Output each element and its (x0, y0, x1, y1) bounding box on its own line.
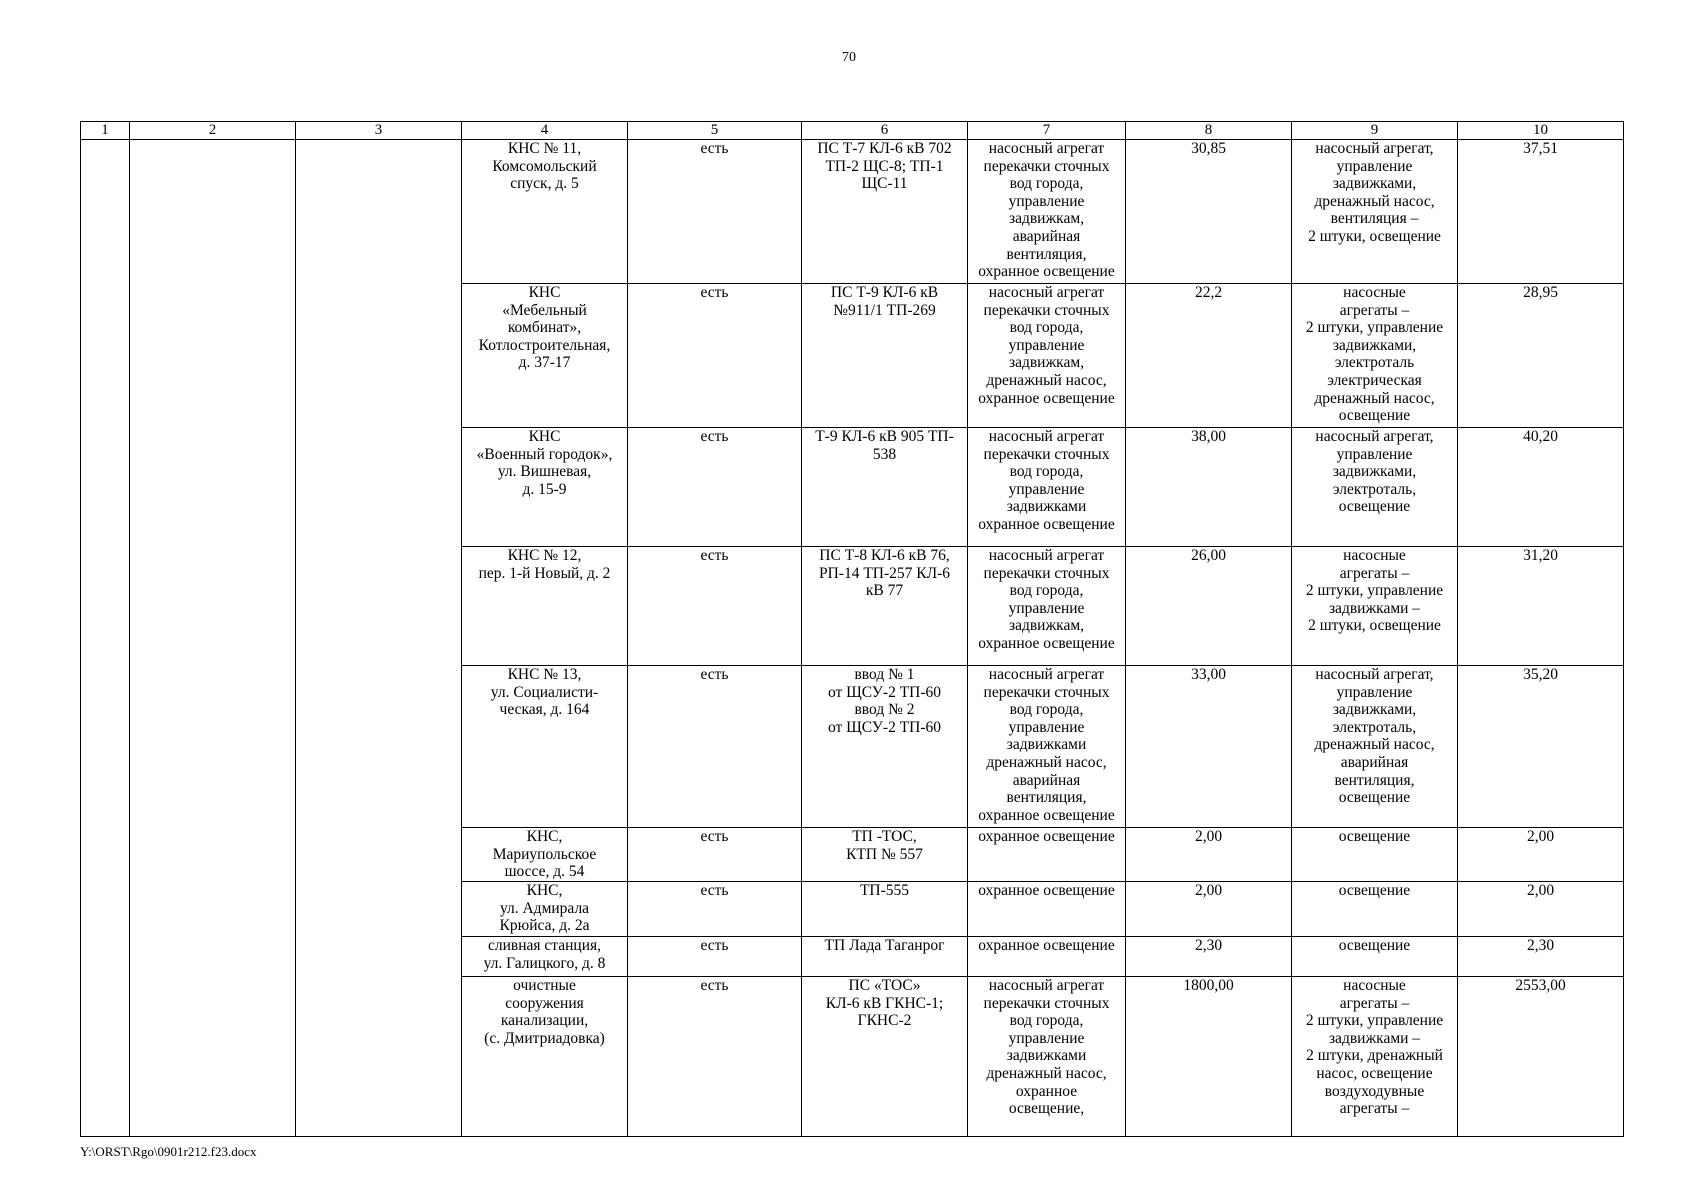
cell-col-8: 30,85 (1126, 140, 1292, 284)
cell-line: дренажный насос, (986, 371, 1107, 389)
cell-line: насосные (1343, 977, 1406, 994)
cell-line: задвижками, (1332, 175, 1417, 193)
cell-line: перекачки сточных (983, 445, 1110, 463)
col-3-cell (296, 140, 462, 1137)
cell-col-8: 26,00 (1126, 547, 1292, 666)
cell-line: воздуходувные (1324, 1082, 1425, 1100)
cell-line: освещение (1338, 789, 1411, 807)
cell-col-6 (802, 666, 968, 828)
cell-line: 2 штуки, дренажный (1306, 1047, 1443, 1065)
cell-line: КНС № 11, (507, 140, 582, 157)
cell-col-9 (1292, 428, 1458, 547)
cell-col-5: есть (628, 547, 802, 666)
data-table (80, 121, 1624, 1137)
cell-line: управление (1336, 683, 1413, 701)
footer-file-path: Y:\ORST\Rgo\0901r212.f23.docx (80, 1144, 257, 1159)
cell-col-4 (462, 666, 628, 828)
cell-line: ческая, д. 164 (499, 701, 590, 719)
cell-line: РП-14 ТП-257 КЛ-6 (818, 564, 951, 582)
cell-line: аварийная (1012, 227, 1081, 245)
cell-line: ул. Вишневая, (497, 463, 592, 481)
cell-line: шоссе, д. 54 (504, 863, 585, 881)
cell-line: агрегаты – (1339, 301, 1410, 319)
cell-line: очистные (513, 977, 576, 994)
cell-col-7 (968, 882, 1126, 937)
cell-line: освещение (1338, 407, 1411, 425)
cell-col-8: 33,00 (1126, 666, 1292, 828)
cell-line: дренажный насос, (1314, 389, 1435, 407)
column-number: 5 (628, 122, 802, 140)
cell-line: освещение (1338, 937, 1411, 954)
cell-line: насосные (1343, 547, 1406, 564)
column-number: 10 (1458, 122, 1624, 140)
cell-line: насосный агрегат (988, 977, 1105, 994)
cell-line: перекачки сточных (983, 301, 1110, 319)
cell-col-7 (968, 666, 1126, 828)
cell-col-5: есть (628, 828, 802, 882)
column-number: 4 (462, 122, 628, 140)
page-number: 70 (842, 50, 856, 65)
cell-line: 2 штуки, освещение (1308, 227, 1441, 245)
cell-line: ТП-2 ЩС-8; ТП-1 (825, 157, 944, 175)
cell-col-10: 28,95 (1458, 284, 1624, 428)
cell-col-7 (968, 428, 1126, 547)
cell-col-8: 1800,00 (1126, 977, 1292, 1137)
cell-line: 538 (872, 445, 897, 463)
cell-col-7 (968, 828, 1126, 882)
cell-line: электроталь, (1332, 718, 1417, 736)
cell-col-7 (968, 977, 1126, 1137)
cell-col-7 (968, 547, 1126, 666)
cell-line: д. 37-17 (518, 354, 571, 372)
cell-col-8: 2,00 (1126, 828, 1292, 882)
cell-line: насосный агрегат (988, 547, 1105, 564)
cell-line: вод города, (1009, 1012, 1084, 1030)
cell-col-8: 38,00 (1126, 428, 1292, 547)
cell-col-4 (462, 937, 628, 977)
cell-line: 2 штуки, освещение (1308, 617, 1441, 635)
cell-line: кВ 77 (865, 582, 904, 600)
column-number: 7 (968, 122, 1126, 140)
cell-line: вод города, (1009, 582, 1084, 600)
cell-line: сливная станция, (487, 937, 602, 954)
cell-col-8: 22,2 (1126, 284, 1292, 428)
cell-line: «Мебельный (502, 301, 587, 319)
cell-line: КНС, (526, 828, 563, 845)
cell-line: агрегаты – (1339, 564, 1410, 582)
cell-col-5: есть (628, 666, 802, 828)
cell-line: насосный агрегат, (1315, 666, 1434, 683)
cell-line: агрегаты – (1339, 994, 1410, 1012)
cell-line: ТП -ТОС, (852, 828, 917, 845)
cell-col-5: есть (628, 937, 802, 977)
cell-col-10: 37,51 (1458, 140, 1624, 284)
cell-line: электроталь, (1332, 480, 1417, 498)
cell-col-4 (462, 828, 628, 882)
cell-col-6 (802, 882, 968, 937)
cell-line: ПС «ТОС» (848, 977, 921, 994)
cell-line: ПС Т-9 КЛ-6 кВ (830, 284, 939, 301)
cell-line: д. 15-9 (522, 480, 567, 498)
cell-line: управление (1008, 1029, 1085, 1047)
table-row (81, 140, 1624, 284)
cell-line: перекачки сточных (983, 683, 1110, 701)
cell-line: задвижками (1006, 498, 1087, 516)
cell-line: задвижкам, (1008, 354, 1085, 372)
cell-line: ул. Адмирала (499, 899, 590, 917)
cell-col-4 (462, 882, 628, 937)
cell-line: насосные (1343, 284, 1406, 301)
cell-line: насосный агрегат, (1315, 140, 1434, 157)
cell-line: управление (1008, 599, 1085, 617)
cell-line: дренажный насос, (1314, 192, 1435, 210)
cell-line: задвижками (1006, 1047, 1087, 1065)
cell-line: КТП № 557 (846, 845, 923, 863)
cell-line: дренажный насос, (1314, 736, 1435, 754)
cell-line: КНС, (526, 882, 563, 899)
cell-line: пер. 1-й Новый, д. 2 (478, 564, 611, 582)
cell-line: охранное освещение (978, 389, 1115, 407)
cell-line: задвижками, (1332, 701, 1417, 719)
cell-line: сооружения (505, 994, 584, 1012)
cell-line: задвижками, (1332, 463, 1417, 481)
cell-col-10: 2553,00 (1458, 977, 1624, 1137)
column-number-row (81, 122, 1624, 140)
cell-line: насос, освещение (1316, 1064, 1433, 1082)
cell-line: Мариупольское (492, 845, 597, 863)
col-1-cell (81, 140, 130, 1137)
column-number: 8 (1126, 122, 1292, 140)
cell-line: вод города, (1009, 463, 1084, 481)
cell-line: аварийная (1340, 753, 1409, 771)
cell-line: дренажный насос, (986, 1064, 1107, 1082)
cell-col-4 (462, 284, 628, 428)
col-2-cell (130, 140, 296, 1137)
cell-col-9 (1292, 937, 1458, 977)
cell-line: 2 штуки, управление (1305, 319, 1444, 337)
cell-line: насосный агрегат (988, 666, 1105, 683)
cell-line: ул. Галицкого, д. 8 (483, 954, 606, 972)
cell-line: вентиляция – (1330, 210, 1419, 228)
cell-col-10: 2,30 (1458, 937, 1624, 977)
cell-line: КНС № 13, (507, 666, 582, 683)
cell-line: электроталь (1334, 354, 1415, 372)
cell-line: ПС Т-7 КЛ-6 кВ 702 (817, 140, 952, 157)
cell-line: задвижками – (1328, 599, 1421, 617)
cell-line: Комсомольский (492, 157, 597, 175)
cell-col-6 (802, 284, 968, 428)
cell-line: вентиляция, (1006, 245, 1087, 263)
cell-line: управление (1336, 445, 1413, 463)
cell-line: электрическая (1327, 371, 1422, 389)
cell-col-6 (802, 977, 968, 1137)
cell-col-8: 2,30 (1126, 937, 1292, 977)
cell-line: управление (1336, 157, 1413, 175)
cell-col-6 (802, 937, 968, 977)
cell-line: освещение, (1008, 1100, 1085, 1118)
column-number: 3 (296, 122, 462, 140)
cell-col-9 (1292, 977, 1458, 1137)
cell-line: управление (1008, 192, 1085, 210)
cell-line: задвижками (1006, 736, 1087, 754)
cell-line: охранное освещение (978, 937, 1115, 954)
cell-line: освещение (1338, 882, 1411, 899)
cell-line: ввод № 1 (854, 666, 915, 683)
cell-col-10: 35,20 (1458, 666, 1624, 828)
cell-col-7 (968, 937, 1126, 977)
cell-line: 2 штуки, управление (1305, 1012, 1444, 1030)
cell-line: вентиляция, (1006, 789, 1087, 807)
cell-line: управление (1008, 336, 1085, 354)
cell-col-4 (462, 977, 628, 1137)
cell-col-10: 2,00 (1458, 882, 1624, 937)
cell-line: комбинат», (507, 319, 582, 337)
cell-line: КНС (528, 428, 561, 445)
cell-col-5: есть (628, 140, 802, 284)
cell-line: аварийная (1012, 771, 1081, 789)
cell-line: охранное (1015, 1082, 1078, 1100)
cell-col-4 (462, 547, 628, 666)
cell-col-6 (802, 547, 968, 666)
cell-line: КНС № 12, (507, 547, 582, 564)
cell-line: перекачки сточных (983, 564, 1110, 582)
cell-col-5: есть (628, 977, 802, 1137)
cell-col-9 (1292, 882, 1458, 937)
cell-line: перекачки сточных (983, 157, 1110, 175)
cell-col-5: есть (628, 284, 802, 428)
cell-line: вод города, (1009, 701, 1084, 719)
cell-line: охранное освещение (978, 806, 1115, 824)
cell-line: ГКНС-2 (857, 1012, 912, 1030)
cell-col-10: 31,20 (1458, 547, 1624, 666)
cell-line: управление (1008, 480, 1085, 498)
cell-line: ЩС-11 (861, 175, 908, 193)
cell-col-4 (462, 140, 628, 284)
cell-line: охранное освещение (978, 263, 1115, 281)
cell-line: ввод № 2 (854, 701, 915, 719)
cell-line: насосный агрегат (988, 140, 1105, 157)
cell-line: (с. Дмитриадовка) (484, 1029, 605, 1047)
cell-col-6 (802, 140, 968, 284)
cell-col-10: 40,20 (1458, 428, 1624, 547)
cell-line: от ЩСУ-2 ТП-60 (827, 683, 942, 701)
cell-line: спуск, д. 5 (510, 175, 579, 193)
cell-line: ул. Социалисти- (490, 683, 599, 701)
cell-col-9 (1292, 284, 1458, 428)
cell-line: вод города, (1009, 175, 1084, 193)
cell-col-8: 2,00 (1126, 882, 1292, 937)
cell-line: агрегаты – (1339, 1100, 1410, 1118)
cell-col-9 (1292, 828, 1458, 882)
cell-line: Крюйса, д. 2а (499, 917, 590, 935)
cell-line: ПС Т-8 КЛ-6 кВ 76, (819, 547, 950, 564)
cell-line: задвижками – (1328, 1029, 1421, 1047)
cell-line: КЛ-6 кВ ГКНС-1; (825, 994, 944, 1012)
cell-line: Т-9 КЛ-6 кВ 905 ТП- (815, 428, 954, 445)
cell-line: ТП Лада Таганрог (824, 937, 945, 954)
cell-line: вентиляция, (1334, 771, 1415, 789)
cell-col-10: 2,00 (1458, 828, 1624, 882)
cell-line: КНС (528, 284, 561, 301)
cell-line: канализации, (500, 1012, 589, 1030)
cell-line: охранное освещение (978, 515, 1115, 533)
cell-line: дренажный насос, (986, 753, 1107, 771)
cell-col-6 (802, 828, 968, 882)
cell-col-5: есть (628, 882, 802, 937)
cell-line: перекачки сточных (983, 994, 1110, 1012)
cell-line: №911/1 ТП-269 (833, 301, 936, 319)
cell-line: ТП-555 (859, 882, 910, 899)
cell-col-7 (968, 284, 1126, 428)
cell-col-4 (462, 428, 628, 547)
cell-col-5: есть (628, 428, 802, 547)
cell-line: от ЩСУ-2 ТП-60 (827, 718, 942, 736)
cell-line: охранное освещение (978, 882, 1115, 899)
cell-col-7 (968, 140, 1126, 284)
cell-line: насосный агрегат (988, 428, 1105, 445)
cell-line: управление (1008, 718, 1085, 736)
cell-line: 2 штуки, управление (1305, 582, 1444, 600)
cell-line: задвижкам, (1008, 617, 1085, 635)
cell-line: вод города, (1009, 319, 1084, 337)
cell-line: Котлостроительная, (478, 336, 611, 354)
cell-col-9 (1292, 666, 1458, 828)
cell-line: освещение (1338, 498, 1411, 516)
cell-line: охранное освещение (978, 634, 1115, 652)
cell-line: насосный агрегат (988, 284, 1105, 301)
column-number: 9 (1292, 122, 1458, 140)
cell-line: задвижкам, (1008, 210, 1085, 228)
cell-line: освещение (1338, 828, 1411, 845)
cell-line: охранное освещение (978, 828, 1115, 845)
cell-col-9 (1292, 140, 1458, 284)
cell-line: задвижками, (1332, 336, 1417, 354)
cell-col-9 (1292, 547, 1458, 666)
cell-line: насосный агрегат, (1315, 428, 1434, 445)
column-number: 2 (130, 122, 296, 140)
column-number: 1 (81, 122, 130, 140)
cell-col-6 (802, 428, 968, 547)
column-number: 6 (802, 122, 968, 140)
cell-line: «Военный городок», (476, 445, 613, 463)
